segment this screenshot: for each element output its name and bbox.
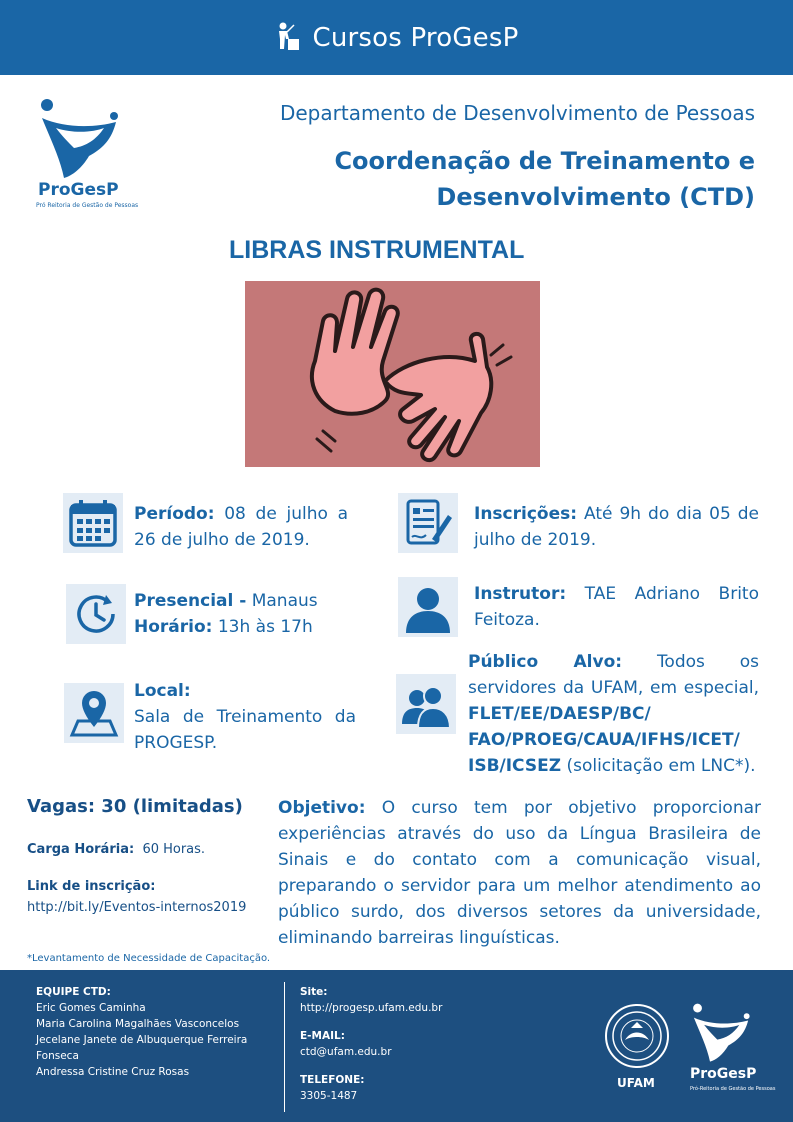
footer-divider: [284, 982, 285, 1112]
instrutor-text: TAE Adriano Brito Feitoza.: [474, 584, 759, 630]
objetivo-info: [278, 795, 761, 951]
team-member: Andressa Cristine Cruz Rosas: [36, 1066, 190, 1078]
contact-column: [300, 984, 560, 1104]
site-label: Site:: [300, 986, 328, 998]
horario-text: 13h às 17h: [217, 617, 313, 637]
inscricoes-text: Até 9h do dia 05 de julho de 2019.: [474, 504, 759, 550]
progesp-logo: [34, 98, 144, 216]
coordination-line1: Coordenação de Treinamento e: [334, 147, 755, 175]
carga-label: Carga Horária:: [27, 842, 135, 857]
publico-text1: Todos os servidores da UFAM, em especial,: [468, 652, 760, 698]
sign-language-hands-image: [245, 281, 540, 467]
footnote: *Levantamento de Necessidade de Capacitação.: [27, 953, 271, 964]
team-member: Eric Gomes Caminha: [36, 1002, 146, 1014]
phone-number: 3305-1487: [300, 1090, 358, 1102]
local-text: Sala de Treinamento da PROGESP.: [134, 707, 356, 753]
periodo-text: 08 de julho a 26 de julho de 2019.: [134, 504, 348, 550]
objetivo-text: O curso tem por objetivo proporcionar experiências através do uso da Língua Brasileira de Sinais e do contato com a comunicação visual, preparando o servidor para um melhor atendimento ao público surdo, dos diversos setores da universidade, eliminando barreiras linguísticas.: [278, 798, 761, 948]
presencial-label: Presencial -: [134, 591, 247, 611]
department-name: Departamento de Desenvolvimento de Pessoas: [279, 101, 755, 125]
site-link[interactable]: http://progesp.ufam.edu.br: [300, 1002, 443, 1014]
team-column: [36, 984, 276, 1080]
presencial-text: Manaus: [251, 591, 318, 611]
instrutor-info: [474, 581, 759, 633]
instrutor-label: Instrutor:: [474, 584, 567, 604]
header-title: Cursos ProGesP: [312, 22, 519, 53]
logo-subtitle: Pró Reitoria de Gestão de Pessoas: [36, 202, 139, 209]
teacher-icon: [274, 21, 300, 55]
ufam-label: UFAM: [617, 1076, 655, 1090]
periodo-label: Período:: [134, 504, 215, 524]
phone-label: TELEFONE:: [300, 1074, 365, 1086]
header-bar: [0, 0, 793, 75]
periodo-info: [134, 501, 348, 553]
user-icon: [398, 577, 458, 637]
map-pin-icon: [64, 683, 124, 743]
publico-info: [468, 649, 759, 779]
email-link[interactable]: ctd@ufam.edu.br: [300, 1046, 392, 1058]
publico-units: FLET/EE/DAESP/BC/ FAO/PROEG/CAUA/IFHS/ICET/ ISB/ICSEZ: [468, 704, 740, 776]
carga-info: [27, 842, 205, 857]
coordination-title: [255, 143, 755, 215]
calendar-icon: [63, 493, 123, 553]
inscricoes-label: Inscrições:: [474, 504, 578, 524]
coordination-line2: Desenvolvimento (CTD): [436, 183, 755, 211]
inscricoes-info: [474, 501, 759, 553]
presencial-info: [134, 588, 354, 640]
footer: [0, 970, 793, 1122]
team-member: Maria Carolina Magalhães Vasconcelos: [36, 1018, 240, 1030]
horario-label: Horário:: [134, 617, 213, 637]
vagas-info: Vagas: 30 (limitadas): [27, 796, 243, 817]
team-label: EQUIPE CTD:: [36, 986, 111, 998]
publico-text2: (solicitação em LNC*).: [566, 756, 756, 776]
footer-logo-word: ProGesP: [690, 1066, 757, 1082]
team-member: Jecelane Janete de Albuquerque Ferreira Fonseca: [36, 1034, 248, 1062]
group-users-icon: [396, 674, 456, 734]
link-label: Link de inscrição:: [27, 879, 156, 894]
progesp-footer-logo: [688, 1000, 776, 1105]
form-signature-icon: [398, 493, 458, 553]
logo-word: ProGesP: [38, 180, 119, 200]
registration-link[interactable]: http://bit.ly/Eventos-internos2019: [27, 900, 247, 915]
clock-icon: [66, 584, 126, 644]
local-label: Local:: [134, 681, 191, 701]
publico-label: Público Alvo:: [468, 652, 623, 672]
footer-logo-subtitle: Pró-Reitoria de Gestão de Pessoas: [690, 1086, 776, 1092]
objetivo-label: Objetivo:: [278, 798, 366, 818]
local-info: [134, 678, 356, 756]
carga-text: 60 Horas.: [142, 842, 206, 857]
ufam-seal-logo: [605, 1004, 669, 1068]
email-label: E-MAIL:: [300, 1030, 345, 1042]
course-title: LIBRAS INSTRUMENTAL: [229, 236, 525, 264]
